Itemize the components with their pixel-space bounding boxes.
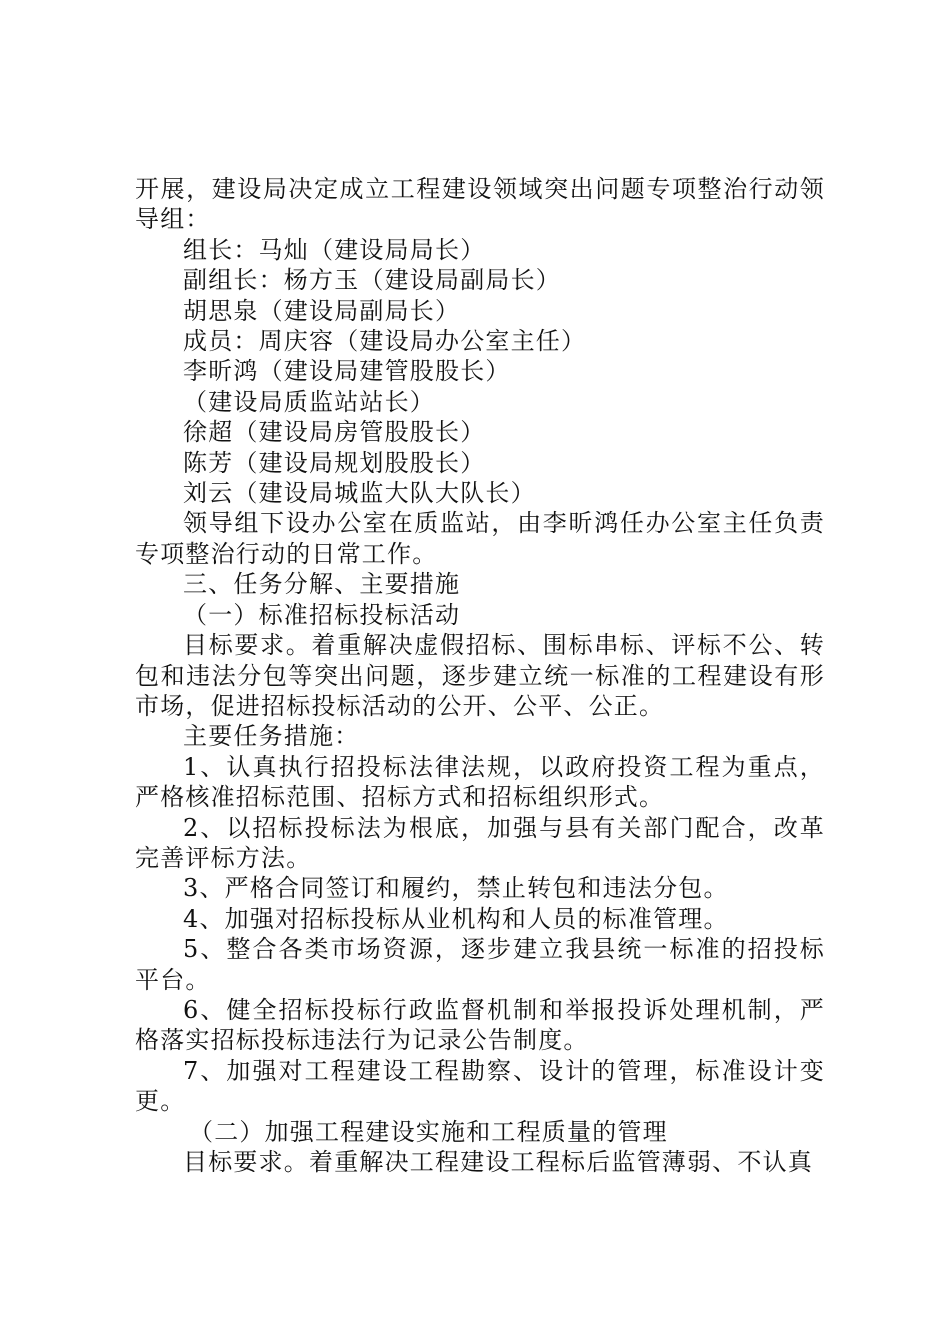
paragraph-member-2: 李昕鸿（建设局建管股股长） [183,357,511,386]
paragraph-member-3: （建设局质监站站长） [183,387,435,416]
paragraph-intro: 开展，建设局决定成立工程建设领域突出问题专项整治行动领导组： [135,175,825,234]
paragraph-measures-heading: 主要任务措施： [183,722,360,751]
paragraph-deputy-1: 副组长：杨方玉（建设局副局长） [183,266,561,295]
measure-item-2: 2、以招标投标法为根底，加强与县有关部门配合，改革完善评标方法。 [135,813,825,872]
measure-item-1: 1、认真执行招投标法律法规，以政府投资工程为重点，严格核准招标范围、招标方式和招标组织形式。 [135,752,825,812]
measure-item-4: 4、加强对招标投标从业机构和人员的标准管理。 [183,904,729,933]
document-body [135,174,825,1177]
paragraph-member-6: 刘云（建设局城监大队大队长） [183,479,536,508]
section-heading-3: 三、任务分解、主要措施 [183,570,461,599]
measure-item-7: 7、加强对工程建设工程勘察、设计的管理，标准设计变更。 [135,1056,825,1116]
paragraph-member-1: 成员：周庆容（建设局办公室主任） [183,327,587,356]
paragraph-goal-2: 目标要求。着重解决工程建设工程标后监管薄弱、不认真 [183,1148,813,1176]
paragraph-deputy-2: 胡思泉（建设局副局长） [183,296,461,325]
measure-item-3: 3、严格合同签订和履约，禁止转包和违法分包。 [183,874,729,903]
measure-item-5: 5、整合各类市场资源，逐步建立我县统一标准的招投标平台。 [135,935,825,994]
paragraph-leader: 组长：马灿（建设局局长） [183,235,486,264]
paragraph-goal-1: 目标要求。着重解决虚假招标、围标串标、评标不公、转包和违法分包等突出问题，逐步建立统一标准的工程建设有形市场，促进招标投标活动的公开、公平、公正。 [135,631,825,720]
paragraph-office: 领导组下设办公室在质监站，由李昕鸿任办公室主任负责专项整治行动的日常工作。 [135,509,825,568]
measure-item-6: 6、健全招标投标行政监督机制和举报投诉处理机制，严格落实招标投标违法行为记录公告制度。 [135,995,825,1055]
subsection-heading-2: （二）加强工程建设实施和工程质量的管理 [189,1117,668,1146]
subsection-heading-1: （一）标准招标投标活动 [183,600,461,629]
paragraph-member-4: 徐超（建设局房管股股长） [183,418,486,447]
paragraph-member-5: 陈芳（建设局规划股股长） [183,448,486,477]
